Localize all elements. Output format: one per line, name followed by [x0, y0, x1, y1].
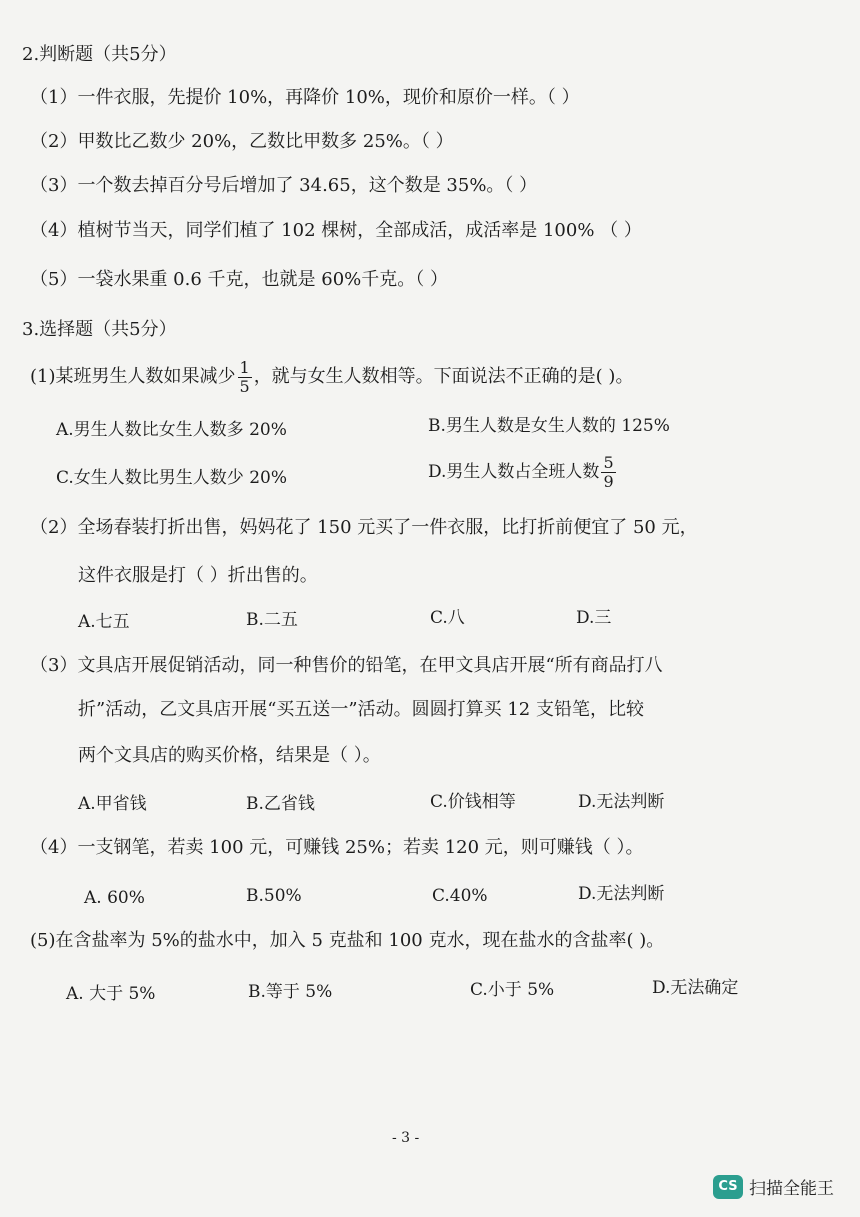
choice-q3-line-2: 折”活动，乙文具店开展“买五送一”活动。圆圆打算买 12 支铅笔，比较 [78, 699, 644, 720]
choice-q5-line-1: (5)在含盐率为 5%的盐水中，加入 5 克盐和 100 克水，现在盐水的含盐率( )。 [30, 930, 665, 951]
scanner-watermark [713, 1174, 834, 1199]
choice-q4-option-b: B.50% [246, 886, 302, 906]
fraction-denominator: 9 [603, 472, 614, 491]
choice-q3-option-a: A.甲省钱 [78, 794, 147, 814]
choice-q2-line-2: 这件衣服是打（ ）折出售的。 [78, 565, 318, 586]
fraction-denominator: 5 [239, 376, 250, 396]
choice-q2-option-d: D.三 [576, 608, 612, 628]
page-number: - 3 - [392, 1130, 420, 1146]
section-2-title: 2.判断题（共5分） [22, 44, 177, 65]
fraction-numerator: 1 [239, 357, 250, 377]
choice-q3-option-d: D.无法判断 [578, 792, 665, 812]
choice-q2-option-a: A.七五 [78, 612, 130, 632]
choice-q1-option-d-text: D.男生人数占全班人数 [428, 462, 600, 482]
choice-q1-stem-post: ，就与女生人数相等。下面说法不正确的是( )。 [253, 366, 634, 387]
choice-q1-option-d [428, 452, 618, 492]
choice-q5-option-d: D.无法确定 [652, 978, 739, 998]
section-3-title: 3.选择题（共5分） [22, 319, 177, 340]
fraction-five-ninths [601, 454, 615, 491]
judge-item-4: （4）植树节当天，同学们植了 102 棵树，全部成活，成活率是 100% （ ） [30, 220, 642, 241]
choice-q2-option-c: C.八 [430, 608, 465, 628]
choice-q3-line-1: （3）文具店开展促销活动，同一种售价的铅笔，在甲文具店开展“所有商品打八 [30, 655, 663, 676]
scanner-app-name: 扫描全能王 [749, 1179, 834, 1199]
choice-q1-stem [30, 357, 633, 397]
judge-item-3: （3）一个数去掉百分号后增加了 34.65，这个数是 35%。（ ） [30, 175, 538, 196]
fraction-numerator: 5 [603, 453, 614, 472]
choice-q5-option-b: B.等于 5% [248, 982, 333, 1002]
choice-q3-option-b: B.乙省钱 [246, 794, 315, 814]
choice-q5-option-a: A. 大于 5% [66, 984, 156, 1004]
choice-q4-line-1: （4）一支钢笔，若卖 100 元，可赚钱 25%；若卖 120 元，则可赚钱（ ）。 [30, 837, 644, 858]
judge-item-1: （1）一件衣服，先提价 10%，再降价 10%，现价和原价一样。（ ） [30, 87, 580, 108]
choice-q1-stem-pre: (1)某班男生人数如果减少 [30, 366, 236, 387]
fraction-one-fifth [238, 359, 252, 396]
choice-q4-option-c: C.40% [432, 886, 488, 906]
choice-q1-option-a: A.男生人数比女生人数多 20% [56, 420, 287, 440]
choice-q4-option-a: A. 60% [84, 888, 145, 908]
choice-q5-option-c: C.小于 5% [470, 980, 555, 1000]
choice-q2-option-b: B.二五 [246, 610, 298, 630]
camscanner-logo-icon: CS [713, 1175, 743, 1199]
choice-q3-option-c: C.价钱相等 [430, 792, 516, 812]
choice-q4-option-d: D.无法判断 [578, 884, 665, 904]
choice-q3-line-3: 两个文具店的购买价格，结果是（ ）。 [78, 745, 381, 766]
choice-q2-line-1: （2）全场春装打折出售，妈妈花了 150 元买了一件衣服，比打折前便宜了 50 元， [30, 517, 698, 538]
judge-item-2: （2）甲数比乙数少 20%，乙数比甲数多 25%。（ ） [30, 131, 454, 152]
choice-q1-option-c: C.女生人数比男生人数少 20% [56, 468, 287, 488]
choice-q1-option-b: B.男生人数是女生人数的 125% [428, 416, 670, 436]
judge-item-5: （5）一袋水果重 0.6 千克，也就是 60%千克。（ ） [30, 269, 448, 290]
